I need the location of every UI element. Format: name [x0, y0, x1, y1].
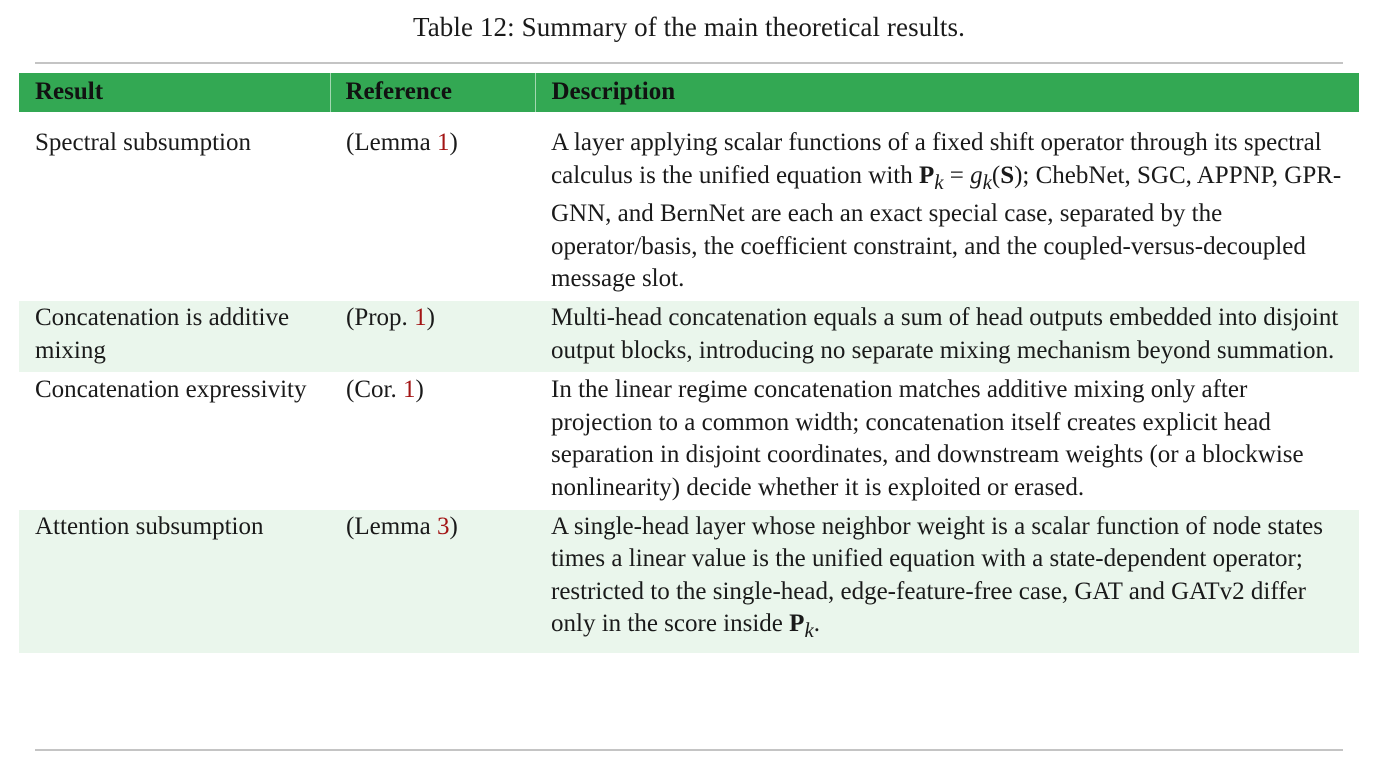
reference-cell: (Prop. 1) — [330, 301, 535, 372]
result-cell: Concatenation expressivity — [19, 372, 330, 509]
result-cell: Attention subsumption — [19, 510, 330, 653]
result-cell: Spectral subsumption — [19, 118, 330, 301]
math-equals: = — [943, 161, 971, 189]
reference-link[interactable]: 1 — [414, 303, 427, 331]
reference-label: Lemma — [354, 512, 431, 540]
header-reference: Reference — [330, 73, 535, 112]
math-S: S — [1000, 161, 1015, 189]
table-caption: Table 12: Summary of the main theoretical results. — [413, 12, 965, 42]
math-subscript-k: k — [934, 169, 944, 194]
header-result: Result — [19, 73, 330, 112]
reference-cell: (Lemma 1) — [330, 118, 535, 301]
reference-label: Lemma — [354, 129, 431, 156]
math-P: P — [789, 610, 805, 638]
table-row — [19, 372, 1359, 509]
description-text: A layer applying scalar functions of a fixed shift operator through its spectral calculus is the unified equation with — [551, 129, 1322, 189]
table-header-row — [19, 73, 1359, 112]
table-top-rule — [35, 62, 1343, 64]
description-cell: Multi-head concatenation equals a sum of head outputs embedded into disjoint output blocks, introducing no separate mixing mechanism beyond summation. — [535, 301, 1359, 372]
reference-label: Cor. — [354, 376, 397, 404]
math-P: P — [918, 161, 935, 189]
description-text-cont: . — [813, 610, 820, 638]
math-subscript-k2: k — [982, 169, 992, 194]
table-row — [19, 118, 1359, 301]
description-text-cont: ; ChebNet, SGC, APPNP, GPR-GNN, and BernNet are each an exact special case, separated by the operator/basis, the coefficient constraint, and the coupled-versus-decoupled message slot. — [551, 161, 1342, 293]
reference-link[interactable]: 1 — [436, 129, 450, 156]
table-row — [19, 301, 1359, 372]
description-cell: In the linear regime concatenation matches additive mixing only after projection to a common width; concatenation itself creates explicit head separation in disjoint coordinates, and downstream weights (or a blockwise nonlinearity) decide whether it is exploited or erased. — [535, 372, 1359, 509]
description-cell — [535, 510, 1359, 653]
reference-cell: (Cor. 1) — [330, 372, 535, 509]
reference-cell: (Lemma 3) — [330, 510, 535, 653]
math-g: g — [970, 161, 983, 189]
result-cell: Concatenation is additive mixing — [19, 301, 330, 372]
description-cell: A layer applying scalar functions of a fixed shift operator through its spectral calculus is the unified equation with $P_k = g_k(S)$; ChebNet, SGC, APPNP, GPR-GNN, and BernNet are each an exact special case, separated by the operator/basis, the coefficient constraint, and the coupled-versus-decoupled message slot. — [535, 118, 1359, 301]
table-bottom-rule — [35, 749, 1343, 751]
math-subscript-k: k — [804, 618, 814, 643]
reference-link[interactable]: 1 — [402, 376, 416, 404]
reference-label: Prop. — [354, 303, 408, 331]
reference-link[interactable]: 3 — [436, 512, 450, 540]
description-text: A single-head layer whose neighbor weight is a scalar function of node states times a linear value is the unified equation with a state-dependent operator; restricted to the single-head, edge-feature-free case, GAT and GATv2 differ only in the score inside — [551, 512, 1323, 638]
header-description: Description — [551, 78, 676, 106]
table-row — [19, 510, 1359, 653]
results-table — [19, 73, 1359, 653]
